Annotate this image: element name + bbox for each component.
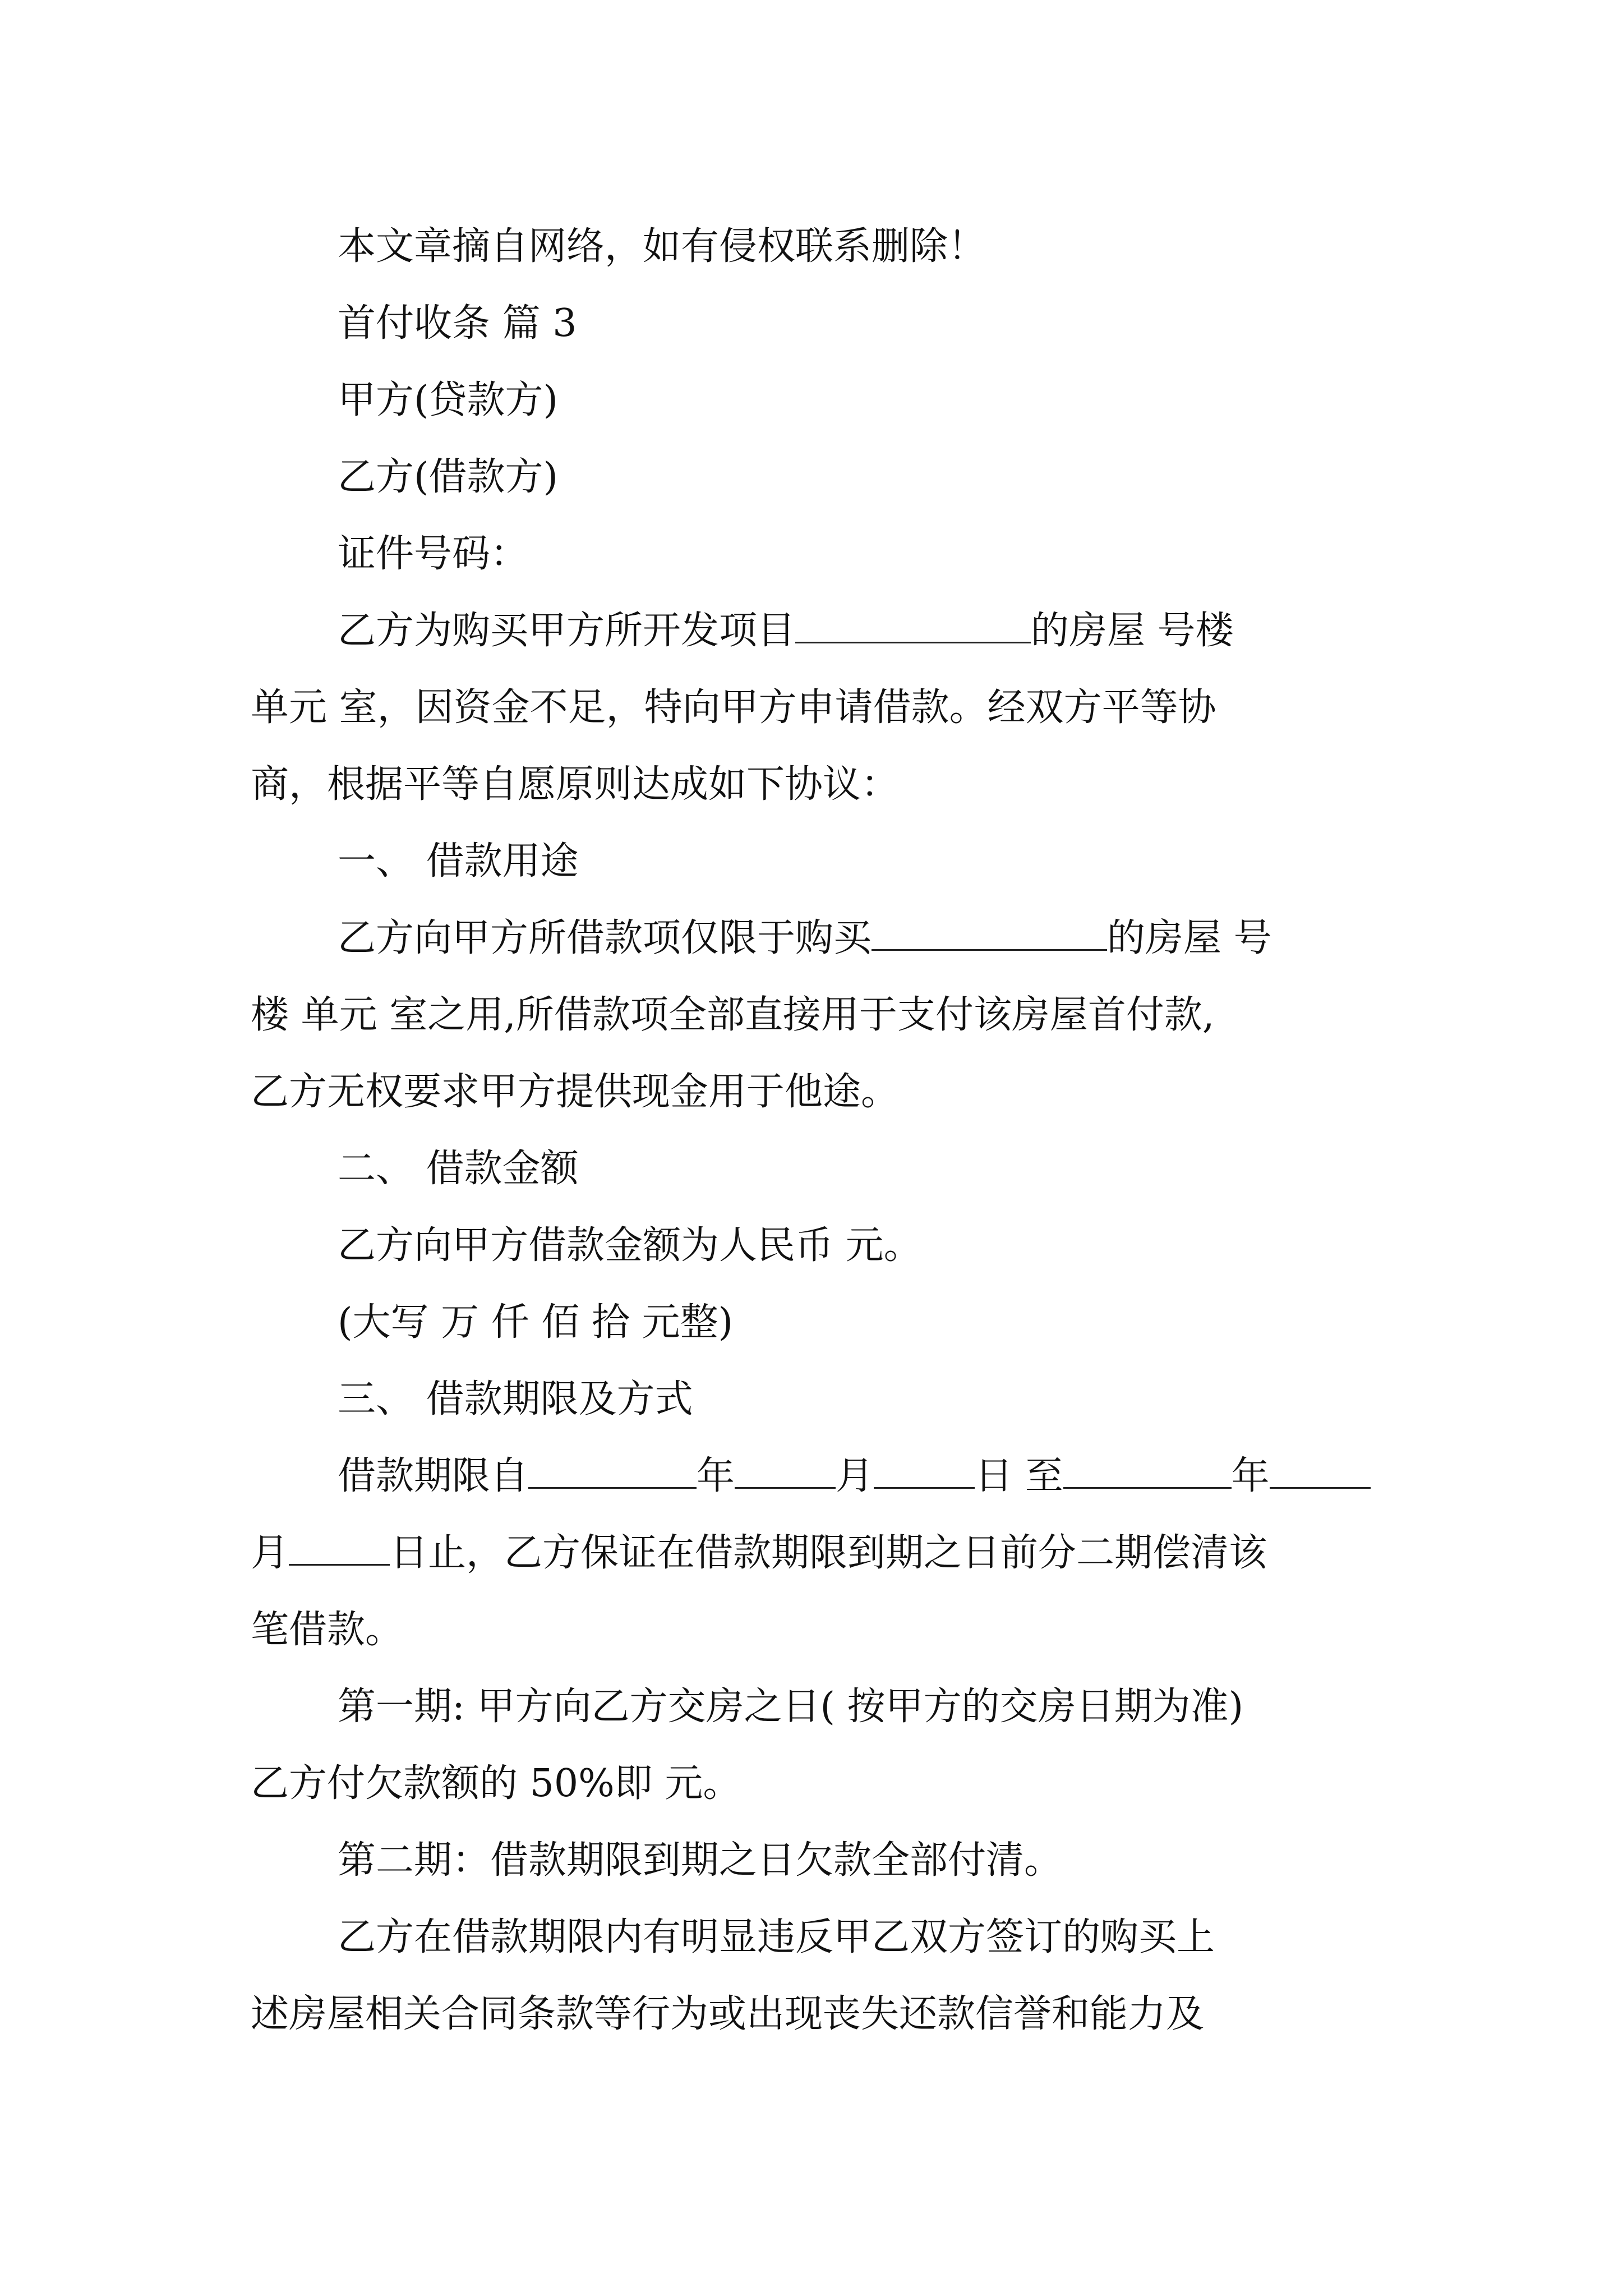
blank-end-month xyxy=(1270,1451,1371,1489)
text-segment: 年 xyxy=(1231,1454,1270,1498)
paragraph-amount-uppercase: (大写 万 仟 佰 拾 元整) xyxy=(338,1300,734,1345)
heading-loan-term: 三、 借款期限及方式 xyxy=(338,1377,693,1421)
blank-start-day xyxy=(874,1451,975,1489)
paragraph-term-line-1 xyxy=(338,1448,1371,1504)
paragraph-term-line-3: 笔借款。 xyxy=(251,1608,404,1652)
paragraph-purchase-line-1 xyxy=(338,603,1234,659)
paragraph-purpose-line-1 xyxy=(338,910,1272,967)
heading-loan-purpose: 一、 借款用途 xyxy=(338,839,579,884)
paragraph-breach-line-2: 述房屋相关合同条款等行为或出现丧失还款信誉和能力及 xyxy=(251,1992,1205,2036)
paragraph-purpose-line-2: 楼 单元 室之用,所借款项全部直接用于支付该房屋首付款, xyxy=(251,993,1215,1037)
text-segment: 借款期限自 xyxy=(338,1454,529,1498)
disclaimer-line: 本文章摘自网络，如有侵权联系删除！ xyxy=(338,224,986,269)
paragraph-purchase-line-3: 商，根据平等自愿原则达成如下协议： xyxy=(251,762,900,807)
text-segment: 日止，乙方保证在借款期限到期之日前分二期偿清该 xyxy=(390,1531,1267,1575)
section-title: 首付收条 篇 3 xyxy=(338,301,577,346)
id-number-label: 证件号码： xyxy=(338,532,529,576)
blank-start-year xyxy=(528,1451,697,1489)
paragraph-term-line-2 xyxy=(251,1525,1267,1581)
blank-start-month xyxy=(735,1451,836,1489)
blank-project-name-2 xyxy=(872,913,1107,951)
paragraph-phase-1-line-2: 乙方付欠款额的 50%即 元。 xyxy=(251,1761,741,1806)
text-segment: 乙方为购买甲方所开发项目 xyxy=(338,609,796,653)
blank-project-name xyxy=(795,606,1031,643)
blank-end-year xyxy=(1063,1451,1232,1489)
text-segment: 乙方向甲方所借款项仅限于购买 xyxy=(338,916,872,960)
paragraph-purchase-line-2: 单元 室，因资金不足，特向甲方申请借款。经双方平等协 xyxy=(251,685,1216,730)
paragraph-breach-line-1: 乙方在借款期限内有明显违反甲乙双方签订的购买上 xyxy=(338,1915,1215,1959)
party-b-label: 乙方(借款方) xyxy=(338,455,559,499)
text-segment: 年 xyxy=(697,1454,735,1498)
text-segment: 的房屋 号 xyxy=(1107,916,1272,960)
paragraph-amount: 乙方向甲方借款金额为人民币 元。 xyxy=(338,1223,922,1268)
heading-loan-amount: 二、 借款金额 xyxy=(338,1147,579,1191)
text-segment: 月 xyxy=(251,1531,289,1575)
paragraph-phase-1-line-1: 第一期: 甲方向乙方交房之日( 按甲方的交房日期为准) xyxy=(338,1685,1244,1729)
party-a-label: 甲方(贷款方) xyxy=(338,378,559,422)
paragraph-purpose-line-3: 乙方无权要求甲方提供现金用于他途。 xyxy=(251,1070,900,1114)
paragraph-phase-2: 第二期：借款期限到期之日欠款全部付清。 xyxy=(338,1838,1063,1883)
text-segment: 月 xyxy=(836,1454,874,1498)
text-segment: 的房屋 号楼 xyxy=(1031,609,1234,653)
blank-end-day xyxy=(289,1528,390,1566)
text-segment: 日 至 xyxy=(975,1454,1063,1498)
